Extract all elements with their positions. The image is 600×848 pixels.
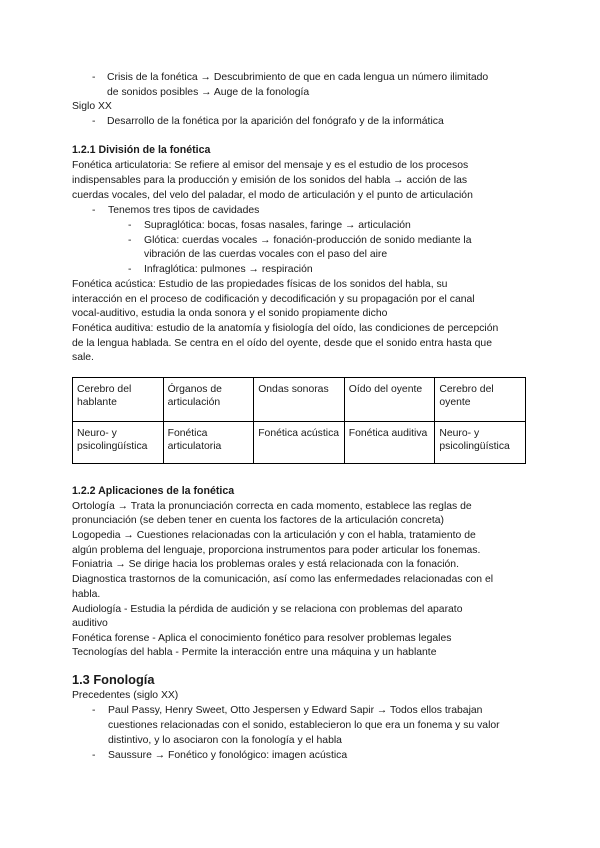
passy-line: distintivo, y lo asociaron con la fonología y el habla: [108, 735, 342, 746]
table-cell: Fonética auditiva: [344, 422, 435, 464]
glotica-line-2: vibración de las cuerdas vocales con el paso del aire: [144, 249, 388, 260]
siglo-label: Siglo XX: [72, 101, 112, 112]
articulatoria-line: indispensables para la producción y emisión de los sonidos del habla → acción de las: [72, 175, 468, 186]
aplicaciones-line: Foniatria → Se dirige hacia los problemas orales y está relacionada con la fonación.: [72, 559, 459, 570]
desarrollo-text: Desarrollo de la fonética por la aparición del fonógrafo y de la informática: [107, 116, 444, 127]
aplicaciones-line: Diagnostica trastornos de la comunicación, así como las enfermedades relacionadas con el: [72, 574, 494, 585]
passy-line: Paul Passy, Henry Sweet, Otto Jespersen y Edward Sapir → Todos ellos trabajan: [108, 705, 483, 716]
glotica-line-1: Glótica: cuerdas vocales → fonación-producción de sonido mediante la: [144, 235, 472, 246]
auditiva-line: Fonética auditiva: estudio de la anatomía y fisiología del oído, las condiciones de percepción: [72, 323, 499, 334]
acustica-line: Fonética acústica: Estudio de las propiedades físicas de los sonidos del habla, su: [72, 279, 448, 290]
bullet-dash: -: [92, 205, 96, 216]
table-cell: Órganos de articulación: [163, 378, 254, 422]
aplicaciones-line: auditivo: [72, 618, 108, 629]
auditiva-line: de la lengua hablada. Se centra en el oído del oyente, desde que el sonido entra hasta que: [72, 338, 492, 349]
table-cell: Fonética acústica: [254, 422, 345, 464]
supraglotica-text: Supraglótica: bocas, fosas nasales, faringe → articulación: [144, 220, 411, 231]
table-cell: Fonética articulatoria: [163, 422, 254, 464]
aplicaciones-line: Tecnologías del habla - Permite la interacción entre una máquina y un hablante: [72, 647, 437, 658]
aplicaciones-line: Ortología → Trata la pronunciación correcta en cada momento, establece las reglas de: [72, 501, 472, 512]
bullet-dash: -: [128, 220, 132, 231]
passy-line: cuestiones relacionadas con el sonido, establecieron lo que era un fonema y su valor: [108, 720, 500, 731]
acustica-line: interacción en el proceso de codificación y decodificación y su propagación por el canal: [72, 294, 475, 305]
table-cell: Cerebro del oyente: [435, 378, 526, 422]
table-cell: Neuro- y psicolingüística: [435, 422, 526, 464]
articulatoria-line: cuerdas vocales, del velo del paladar, el modo de articulación y el punto de articulación: [72, 190, 473, 201]
saussure-text: Saussure → Fonético y fonológico: imagen acústica: [108, 750, 348, 761]
bullet-dash: -: [92, 705, 96, 716]
aplicaciones-line: algún problema del lenguaje, proporciona instrumentos para poder articular los fonemas.: [72, 545, 481, 556]
table-cell: Neuro- y psicolingüística: [73, 422, 164, 464]
bullet-dash: -: [128, 235, 132, 246]
aplicaciones-line: Logopedia → Cuestiones relacionadas con la articulación y con el habla, tratamiento de: [72, 530, 476, 541]
articulatoria-line: Fonética articulatoria: Se refiere al emisor del mensaje y es el estudio de los procesos: [72, 160, 469, 171]
bullet-dash: -: [92, 116, 96, 127]
fonologia-heading: 1.3 Fonología: [72, 672, 155, 687]
auditiva-line: sale.: [72, 352, 94, 363]
phonetics-table: [72, 377, 526, 464]
crisis-line-2: de sonidos posibles → Auge de la fonología: [107, 87, 310, 98]
infraglotica-text: Infraglótica: pulmones → respiración: [144, 264, 313, 275]
bullet-dash: -: [92, 750, 96, 761]
table-cell: Cerebro del hablante: [73, 378, 164, 422]
table-row: [73, 378, 526, 422]
division-heading: 1.2.1 División de la fonética: [72, 144, 211, 156]
table-cell: Ondas sonoras: [254, 378, 345, 422]
aplicaciones-line: Fonética forense - Aplica el conocimiento fonético para resolver problemas legales: [72, 633, 452, 644]
aplicaciones-heading: 1.2.2 Aplicaciones de la fonética: [72, 485, 235, 497]
bullet-dash: -: [92, 72, 96, 83]
aplicaciones-line: Audiología - Estudia la pérdida de audición y se relaciona con problemas del aparato: [72, 604, 463, 615]
table-row: [73, 422, 526, 464]
acustica-line: vocal-auditivo, estudia la onda sonora y el sonido propiamente dicho: [72, 308, 388, 319]
table-cell: Oído del oyente: [344, 378, 435, 422]
crisis-line-1: Crisis de la fonética → Descubrimiento de que en cada lengua un número ilimitado: [107, 72, 489, 83]
aplicaciones-line: pronunciación (se deben tener en cuenta los factores de la articulación concreta): [72, 515, 444, 526]
bullet-dash: -: [128, 264, 132, 275]
precedentes-text: Precedentes (siglo XX): [72, 690, 179, 701]
aplicaciones-line: habla.: [72, 589, 101, 600]
tres-tipos-text: Tenemos tres tipos de cavidades: [108, 205, 260, 216]
